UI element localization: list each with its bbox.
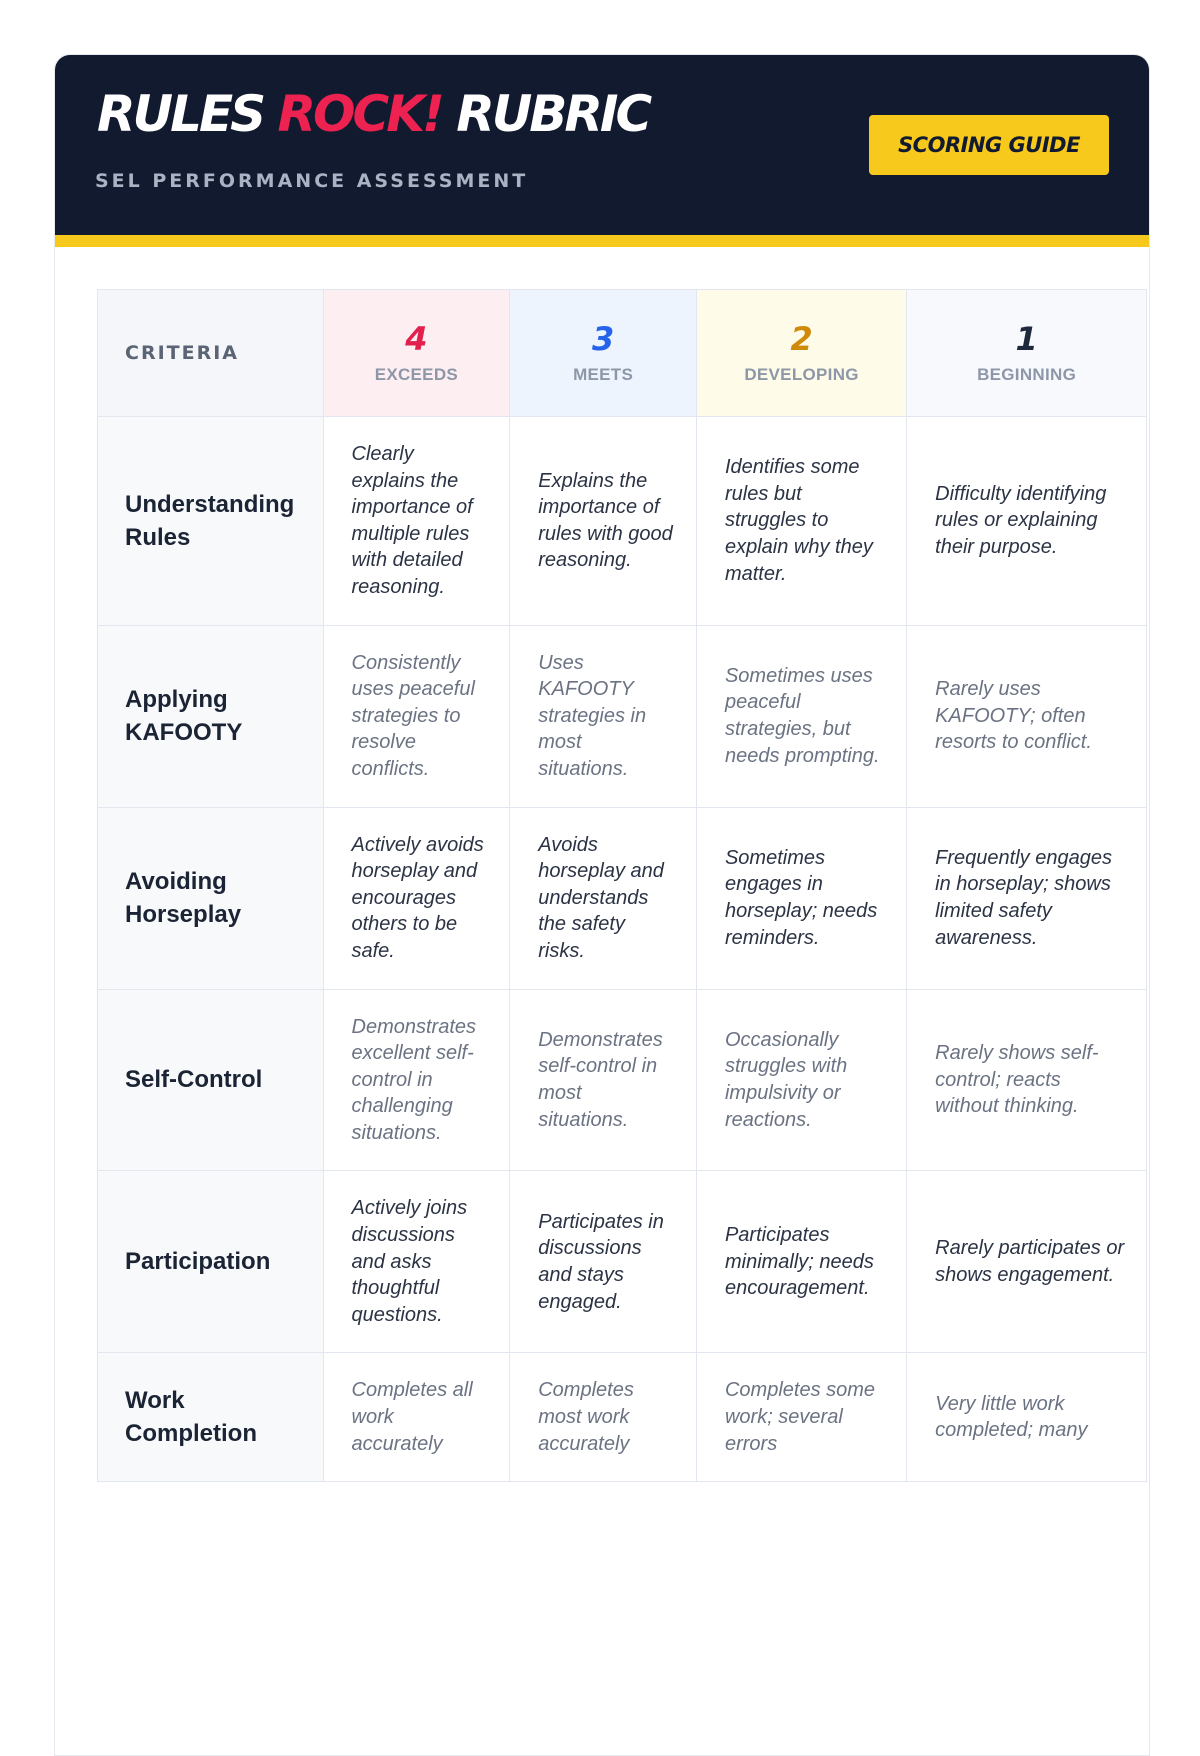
level-name: DEVELOPING bbox=[744, 365, 859, 384]
level-name: EXCEEDS bbox=[374, 365, 459, 384]
descriptor-beginning: Rarely participates or shows engagement. bbox=[907, 1171, 1147, 1353]
descriptor-meets: Participates in discussions and stays engaged. bbox=[510, 1171, 697, 1353]
descriptor-exceeds: Demonstrates excellent self-control in challenging situations. bbox=[323, 989, 510, 1171]
level-number: 2 bbox=[790, 320, 813, 358]
level-2-header bbox=[696, 290, 906, 417]
descriptor-beginning: Difficulty identifying rules or explaining their purpose. bbox=[907, 417, 1147, 626]
page-title bbox=[97, 85, 649, 143]
criterion-label: Avoiding Horseplay bbox=[98, 807, 324, 989]
criterion-label: Work Completion bbox=[98, 1353, 324, 1482]
title-accent: ROCK! bbox=[277, 85, 442, 143]
page-subtitle: SEL PERFORMANCE ASSESSMENT bbox=[95, 170, 529, 192]
descriptor-beginning: Very little work completed; many bbox=[907, 1353, 1147, 1482]
rubric-row-applying-kafooty bbox=[98, 625, 1147, 807]
level-3-header bbox=[510, 290, 697, 417]
rubric-header bbox=[55, 55, 1149, 247]
level-number: 3 bbox=[591, 320, 615, 358]
level-number: 1 bbox=[1015, 320, 1038, 358]
criterion-label: Understanding Rules bbox=[98, 417, 324, 626]
descriptor-exceeds: Actively joins discussions and asks thoughtful questions. bbox=[323, 1171, 510, 1353]
level-name: MEETS bbox=[573, 365, 634, 384]
title-part-1: RULES bbox=[97, 85, 278, 143]
descriptor-developing: Participates minimally; needs encouragement. bbox=[696, 1171, 906, 1353]
descriptor-exceeds: Actively avoids horseplay and encourages others to be safe. bbox=[323, 807, 510, 989]
rubric-row-understanding-rules bbox=[98, 417, 1147, 626]
descriptor-exceeds: Completes all work accurately bbox=[323, 1353, 510, 1482]
rubric-row-work-completion bbox=[98, 1353, 1147, 1482]
descriptor-developing: Sometimes uses peaceful strategies, but needs prompting. bbox=[696, 625, 906, 807]
rubric-row-self-control bbox=[98, 989, 1147, 1171]
descriptor-exceeds: Consistently uses peaceful strategies to resolve conflicts. bbox=[323, 625, 510, 807]
scoring-guide-button[interactable]: SCORING GUIDE bbox=[869, 115, 1109, 175]
criterion-label: Self-Control bbox=[98, 989, 324, 1171]
descriptor-developing: Completes some work; several errors bbox=[696, 1353, 906, 1482]
rubric-row-participation bbox=[98, 1171, 1147, 1353]
level-number: 4 bbox=[405, 320, 428, 358]
title-part-2: RUBRIC bbox=[441, 85, 650, 143]
criteria-header: CRITERIA bbox=[98, 290, 324, 417]
criterion-label: Participation bbox=[98, 1171, 324, 1353]
descriptor-beginning: Rarely uses KAFOOTY; often resorts to conflict. bbox=[907, 625, 1147, 807]
header-row bbox=[98, 290, 1147, 417]
criterion-label: Applying KAFOOTY bbox=[98, 625, 324, 807]
level-1-header bbox=[907, 290, 1147, 417]
descriptor-meets: Explains the importance of rules with good reasoning. bbox=[510, 417, 697, 626]
descriptor-developing: Sometimes engages in horseplay; needs reminders. bbox=[696, 807, 906, 989]
descriptor-meets: Completes most work accurately bbox=[510, 1353, 697, 1482]
descriptor-exceeds: Clearly explains the importance of multiple rules with detailed reasoning. bbox=[323, 417, 510, 626]
rubric-card bbox=[54, 54, 1150, 1756]
level-name: BEGINNING bbox=[977, 365, 1077, 384]
rubric-row-avoiding-horseplay bbox=[98, 807, 1147, 989]
descriptor-meets: Uses KAFOOTY strategies in most situations. bbox=[510, 625, 697, 807]
rubric-table bbox=[97, 289, 1147, 1482]
descriptor-developing: Identifies some rules but struggles to explain why they matter. bbox=[696, 417, 906, 626]
descriptor-meets: Demonstrates self-control in most situations. bbox=[510, 989, 697, 1171]
descriptor-beginning: Rarely shows self-control; reacts without thinking. bbox=[907, 989, 1147, 1171]
level-4-header bbox=[323, 290, 510, 417]
descriptor-meets: Avoids horseplay and understands the safety risks. bbox=[510, 807, 697, 989]
descriptor-beginning: Frequently engages in horseplay; shows limited safety awareness. bbox=[907, 807, 1147, 989]
descriptor-developing: Occasionally struggles with impulsivity or reactions. bbox=[696, 989, 906, 1171]
